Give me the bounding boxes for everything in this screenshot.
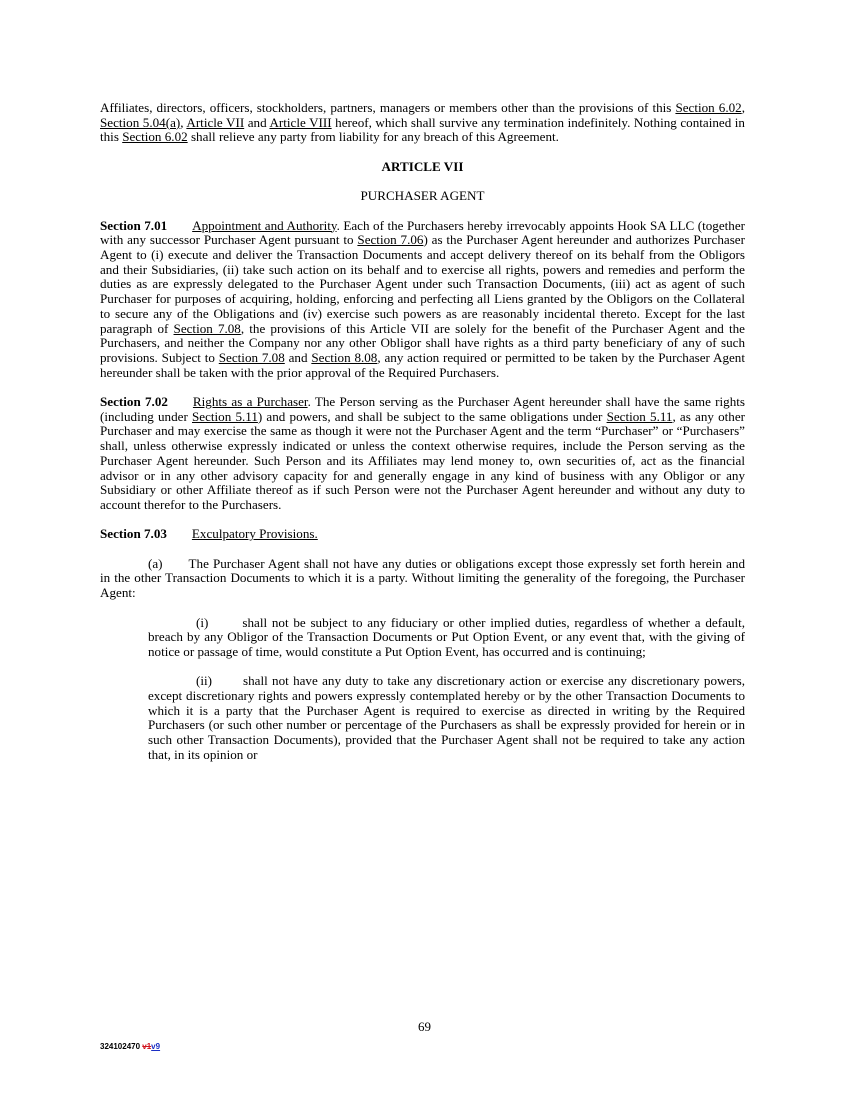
section-ref[interactable]: Section 7.06 — [357, 232, 424, 248]
section-number: Section 7.03 — [100, 526, 167, 542]
article-ref[interactable]: Article VIII — [269, 114, 332, 130]
clause-ii: (ii) shall not have any duty to take any discretionary action or exercise any discretionary powers, except discretionary rights and powers expressly contemplated hereby or by the other Transaction Documents to which it is a party that the Purchaser Agent is required to exercise as directed in writing by the Required Purchasers (or such other number or percentage of the Purchasers as shall be expressly provided for herein or in such other Transaction Documents), provided that the Purchaser Agent shall not be required to take any action that, in its opinion or — [148, 673, 745, 762]
inserted-version: v9 — [151, 1042, 161, 1051]
article-heading: ARTICLE VII — [381, 158, 464, 174]
clause-label: (a) — [148, 555, 163, 571]
section-ref[interactable]: Section 6.02 — [122, 129, 188, 145]
document-id: 324102470 v1v9 — [100, 1042, 161, 1051]
section-ref[interactable]: Section 7.08 — [218, 349, 285, 365]
clause-a: (a) The Purchaser Agent shall not have any duties or obligations except those expressly set forth herein and in the other Transaction Documents to which it is a party. Without limiting the generality of the foregoing, the Purchaser Agent: — [100, 555, 745, 601]
clause-i: (i) shall not be subject to any fiduciary or other implied duties, regardless of whether a default, breach by any Obligor of the Transaction Documents or Put Option Event, or any event that, with the giving of notice or passage of time, would constitute a Put Option Event, has occurred and is continuing; — [148, 614, 745, 659]
section-number: Section 7.01 — [100, 217, 168, 233]
page-number: 69 — [418, 1019, 431, 1034]
section-number: Section 7.02 — [100, 394, 168, 409]
section-title: Exculpatory Provisions. — [191, 526, 318, 542]
section-ref[interactable]: Section 5.11 — [606, 408, 673, 424]
section-ref[interactable]: Section 5.04(a) — [100, 114, 181, 130]
intro-paragraph: Affiliates, directors, officers, stockholders, partners, managers or members other than the provisions of this Section 6.02, Section 5.04(a), Article VII and Article VIII hereof, which shall survive any termination indefinitely. Nothing contained in this Section 6.02 shall relieve any party from liability for any breach of this Agreement. — [100, 100, 745, 145]
section-title: Appointment and Authority — [192, 217, 337, 233]
section-ref[interactable]: Section 8.08 — [311, 349, 378, 365]
clause-label: (ii) — [196, 673, 212, 689]
section-7-02: Section 7.02 Rights as a Purchaser. The Person serving as the Purchaser Agent hereunder shall have the same rights (including under Section 5.11) and powers, and shall be subject to the same obligations under Section 5.11, as any other Purchaser and may exercise the same as though it were not the Purchaser Agent and the term “Purchaser” or “Purchasers” shall, unless otherwise expressly indicated or unless the context otherwise requires, include the Person serving as the Purchaser Agent hereunder. Such Person and its Affiliates may lend money to, own securities of, act as the financial advisor or in any other advisory capacity for and generally engage in any kind of business with any Obligor or any Subsidiary or other Affiliate thereof as if such Person were not the Purchaser Agent hereunder and without any duty to account therefor to the Purchasers. — [100, 394, 745, 512]
section-ref[interactable]: Section 7.08 — [173, 320, 241, 336]
document-body — [100, 101, 745, 763]
article-ref[interactable]: Article VII — [186, 114, 245, 130]
clause-label: (i) — [196, 614, 209, 630]
section-ref[interactable]: Section 5.11 — [192, 408, 258, 424]
section-7-01: Section 7.01 Appointment and Authority. Each of the Purchasers hereby irrevocably appoints Hook SA LLC (together with any successor Purchaser Agent pursuant to Section 7.06) as the Purchaser Agent hereunder and authorizes Purchaser Agent to (i) execute and deliver the Transaction Documents and accept delivery thereof on its behalf from the Obligors and their Subsidiaries, (ii) take such action on its behalf and to exercise all rights, powers and remedies and perform the duties as are expressly delegated to the Purchaser Agent under such Transaction Documents, (iii) act as agent of such Purchaser for purposes of acquiring, holding, enforcing and perfecting all Liens granted by the Obligors on the Collateral to secure any of the Obligations and (iv) exercise such powers as are reasonably incidental thereto. Except for the last paragraph of Section 7.08, the provisions of this Article VII are solely for the benefit of the Purchaser Agent and the Purchasers, and neither the Company nor any other Obligor shall have rights as a third party beneficiary of any of such provisions. Subject to Section 7.08 and Section 8.08, any action required or permitted to be taken by the Purchaser Agent hereunder shall be taken with the prior approval of the Required Purchasers. — [100, 217, 746, 380]
article-subtitle: PURCHASER AGENT — [360, 188, 485, 204]
section-ref[interactable]: Section 6.02 — [675, 100, 742, 115]
deleted-version: v1 — [142, 1042, 152, 1051]
section-title: Rights as a Purchaser — [192, 394, 308, 409]
section-7-03-heading — [100, 527, 745, 542]
